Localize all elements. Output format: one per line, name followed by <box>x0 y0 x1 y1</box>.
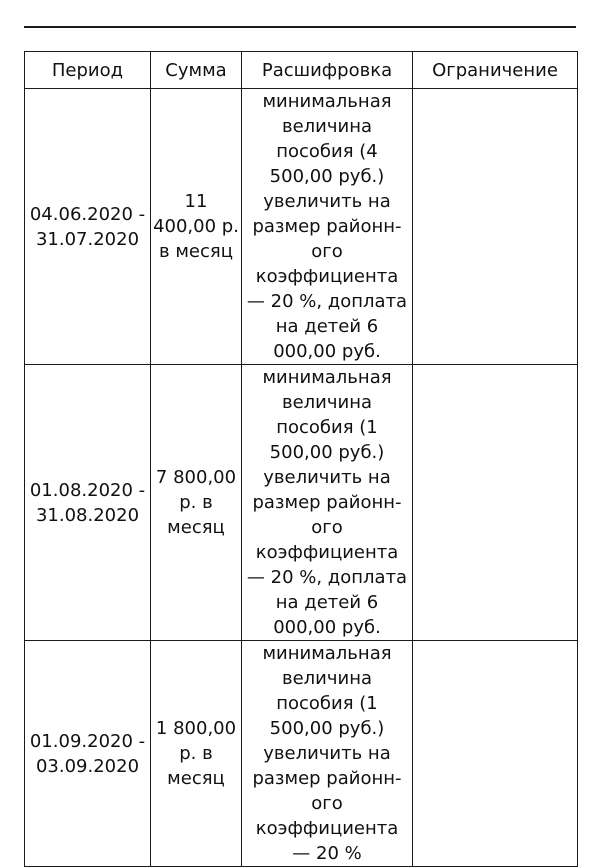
period-cell <box>25 641 151 867</box>
details-cell <box>242 365 413 641</box>
period-cell <box>25 365 151 641</box>
details-text: минимальная величина пособия (1 500,00 руб.) увеличить на размер районного коэффициента — 20 % <box>252 643 402 864</box>
table-header-row <box>25 52 578 89</box>
period-text: 01.09.2020 - 03.09.2020 <box>29 730 146 777</box>
header-period: Период <box>25 52 151 89</box>
details-text: минимальная величина пособия (4 500,00 руб.) увеличить на размер районного коэффициента — 20 %, доплата на детей 6 000,00 руб. <box>246 91 408 362</box>
header-details: Расшифровка <box>242 52 413 89</box>
period-text: 04.06.2020 - 31.07.2020 <box>29 203 146 250</box>
details-cell <box>242 641 413 867</box>
table-row <box>25 365 578 641</box>
limit-cell <box>413 365 578 641</box>
header-limit: Ограничение <box>413 52 578 89</box>
table-row <box>25 641 578 867</box>
details-text: минимальная величина пособия (1 500,00 руб.) увеличить на размер районного коэффициента — 20 %, доплата на детей 6 000,00 руб. <box>246 367 408 638</box>
amount-text: 11 400,00 р. в месяц <box>153 191 239 262</box>
header-amount: Сумма <box>151 52 242 89</box>
amount-text: 7 800,00 р. в месяц <box>155 467 237 538</box>
top-divider <box>24 26 576 28</box>
limit-cell <box>413 89 578 365</box>
amount-cell <box>151 641 242 867</box>
limit-cell <box>413 641 578 867</box>
period-text: 01.08.2020 - 31.08.2020 <box>29 479 146 526</box>
benefits-table <box>24 51 578 867</box>
table-row <box>25 89 578 365</box>
details-cell <box>242 89 413 365</box>
amount-text: 1 800,00 р. в месяц <box>155 718 237 789</box>
amount-cell <box>151 365 242 641</box>
amount-cell <box>151 89 242 365</box>
period-cell <box>25 89 151 365</box>
